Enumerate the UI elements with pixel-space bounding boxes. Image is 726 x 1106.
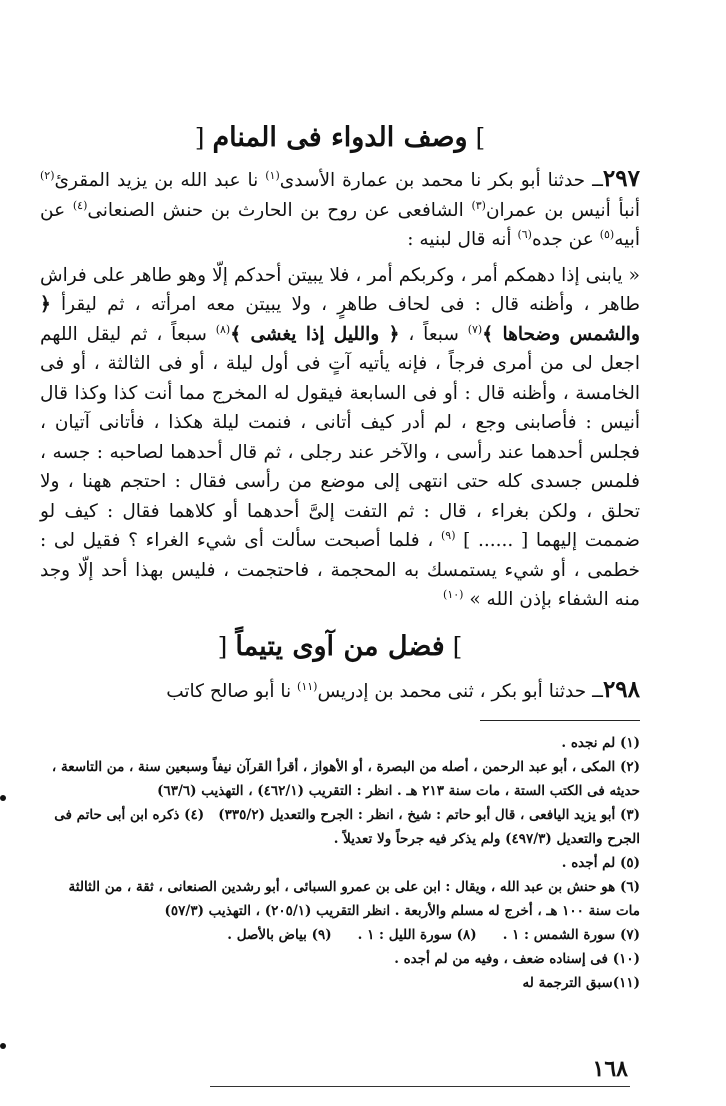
bracket-open: ] (475, 123, 486, 152)
footnote-3-text: (٣) أبو يزيد اليافعى ، قال أبو حاتم : شيخ ، انظر : الجرح والتعديل (٣٣٥/٢) (218, 807, 640, 823)
isnad-298-a: ــ حدثنا أبو بكر ، ثنى محمد بن إدريس (317, 680, 603, 702)
bracket-open-2: ] (452, 631, 463, 661)
footnote-ref-4: (٤) (72, 198, 88, 212)
footnotes (40, 731, 640, 995)
hadith-297-matn (40, 261, 640, 615)
footnote-6: (٦) هو حنش بن عبد الله ، ويقال : ابن على بن عمرو السبائى ، أبو رشدين الصنعانى ، ثقة ، من الثالثة مات سنة ١٠٠ هـ ، أخرج له مسلم والأربعة . انظر التقريب (٢٠٥/١) ، التهذيب (٥٧/٣) (68, 879, 640, 919)
isnad-298-b: نا أبو صالح كاتب (166, 680, 298, 702)
footnote-ref-8: (٨) (215, 322, 231, 336)
matn-text-d: ، فلما أصبحت سألت أى شيء الغراء ؟ فقيل لى : خطمى ، أو شيء يستمسك به المحجمة ، فاحتجمت ، فليس بهذا أحد إلّا وجد منه الشفاء بإذن الله » (40, 530, 640, 610)
section-title: وصف الدواء فى المنام (212, 122, 468, 153)
footnote-ref-6: (٦) (517, 227, 532, 241)
hadith-number-298: ٢٩٨ (602, 675, 640, 703)
page-bottom-rule (210, 1086, 630, 1087)
section-title-2: فضل من آوى يتيماً (235, 630, 445, 662)
footnote-ref-10: (١٠) (443, 587, 464, 601)
footnote-ref-2: (٢) (40, 168, 55, 182)
page-content (40, 118, 640, 995)
matn-text-c: سبعاً ، ثم ليقل اللهم اجعل لى من أمرى فرجاً ، فإنه يأتيه آتٍ فى أول ليلة ، أو فى الثالثة ، أو فى الخامسة ، وأظنه قال : أو فى السابعة فيقول له المخرج مما أنت كذا وكذا قال أنيس : فأصابنى وجع ، لم أدر كيف أتانى ، فنمت ليلة هكذا ، فأتانى آتيان ، فجلس أحدهما عند رأسى ، والآخر عند رجلى ، ثم قال أحدهما لصاحبه : جسه ، فلمس جسدى كله حتى انتهى إلى موضع من رأسى فقال : احتجم ههنا ، ولا تحلق ، ولكن بغراء ، قال : ثم التفت إلىَّ أحدهما أو كلاهما فقال : كيف لو ضممت إليهما [ ...... ] (40, 323, 641, 551)
footnote-ref-5: (٥) (599, 227, 615, 241)
footnote-7-9-row (40, 923, 640, 947)
section-heading-orphan (40, 627, 640, 667)
footnote-5: (٥) لم أجده . (561, 855, 640, 871)
matn-text-b: سبعاً ، (399, 323, 468, 345)
isnad-text-3b: عن جده (531, 229, 600, 250)
section-heading-dream-remedy (40, 118, 640, 158)
bracket-close-2: [ (217, 631, 228, 661)
isnad-text-3c: أنه قال لبنيه : (407, 229, 518, 250)
footnote-ref-7: (٧) (467, 322, 483, 336)
hadith-297-isnad (40, 164, 640, 255)
footnote-ref-3: (٣) (471, 198, 486, 212)
page-number: ١٦٨ (592, 1056, 628, 1082)
hadith-number: ٢٩٧ (602, 165, 640, 192)
quran-verse-layl: ﴿ والليل إذا يغشى ﴾ (230, 323, 400, 345)
isnad-text-1: ــ حدثنا أبو بكر نا محمد بن عمارة الأسدى (279, 170, 603, 191)
footnote-1: (١) لم نجده . (561, 735, 640, 751)
scan-mark-dot (0, 795, 6, 801)
isnad-text-1b: نا عبد الله بن يزيد (117, 170, 266, 191)
footnote-11: (١١)سبق الترجمة له (522, 975, 640, 991)
footnote-ref-11: (١١) (297, 679, 318, 693)
footnote-3 (40, 803, 640, 851)
footnote-2: (٢) المكى ، أبو عبد الرحمن ، أصله من البصرة ، أو الأهواز ، أقرأ القرآن نيفاً وسبعين سنة ، من التاسعة ، حديثه فى الكتب الستة ، مات سنة ٢١٣ هـ . انظر : التقريب (٤٦٢/١) ، التهذيب (٦٣/٦) (51, 759, 640, 799)
footnote-8: (٨) سورة الليل : ١ . (357, 927, 477, 943)
matn-text-a: « يابنى إذا دهمكم أمر ، وكربكم أمر ، فلا يبيتن أحدكم إلّا وهو طاهر على فراش طاهر ، وأظنه قال : فى لحاف طاهرٍ ، ولا يبيتن معه امرأته ، ثم ليقرأ (40, 264, 640, 315)
isnad-text-2a: المقرئ (54, 170, 111, 191)
footnote-9: (٩) بياض بالأصل . (227, 927, 332, 943)
scan-mark-dot-2 (0, 1043, 6, 1049)
hadith-298-isnad (40, 675, 640, 707)
isnad-text-2b: أنبأ أنيس بن عمران (485, 199, 640, 221)
quran-verse-shams: ﴿ والشمس وضحاها ﴾ (40, 294, 640, 345)
isnad-text-2c: الشافعى عن روح بن الحارث بن حنش الصنعانى (87, 199, 472, 221)
footnote-divider (480, 720, 640, 721)
footnote-4-text: (٤) ذكره ابن أبى حاتم فى الجرح والتعديل (٤٩٧/٣) ولم يذكر فيه جرحاً ولا تعديلاً . (54, 807, 640, 847)
footnote-7: (٧) سورة الشمس : ١ . (502, 927, 640, 943)
footnote-ref-1: (١) (265, 168, 280, 182)
bracket-close: [ (194, 123, 205, 152)
isnad-text-3a: عن أبيه (40, 199, 640, 250)
footnote-ref-9: (٩) (440, 528, 456, 542)
footnote-10: (١٠) فى إسناده ضعف ، وفيه من لم أجده . (394, 951, 640, 967)
